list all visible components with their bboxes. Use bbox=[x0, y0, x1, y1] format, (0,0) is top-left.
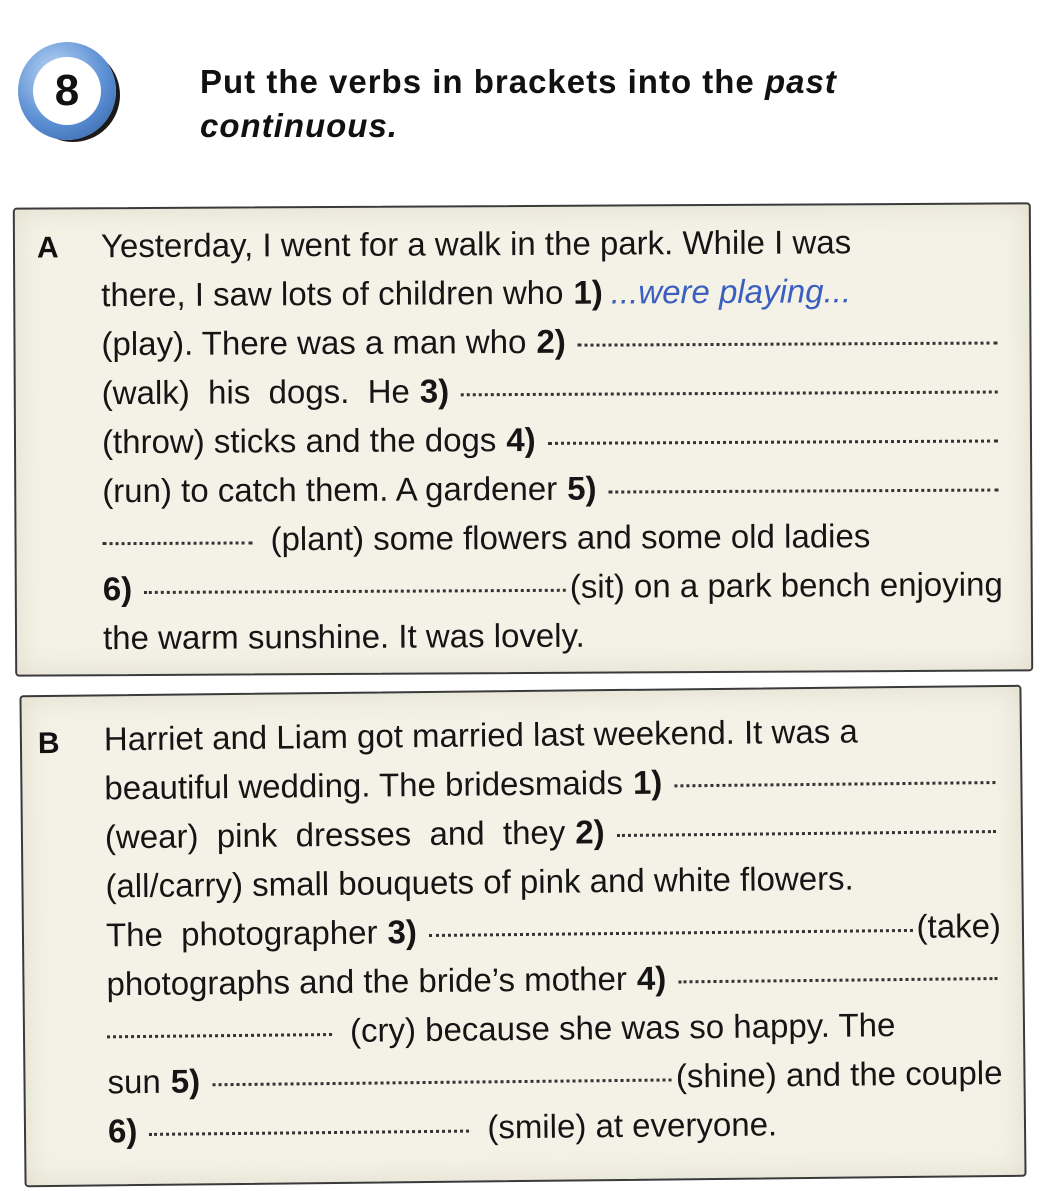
exercise-number-badge bbox=[18, 42, 116, 140]
text-line bbox=[108, 1097, 1003, 1155]
text-fragment: (throw) sticks and the dogs bbox=[101, 421, 497, 461]
text-line bbox=[101, 216, 1001, 270]
blank-number-4: 4) bbox=[506, 420, 536, 459]
exercise-instruction bbox=[200, 60, 1040, 148]
section-b-text bbox=[104, 705, 1004, 1155]
answer-blank-5-continued[interactable] bbox=[103, 541, 253, 545]
text-fragment: (plant) some flowers and some old ladies bbox=[270, 517, 871, 558]
answer-blank-2[interactable] bbox=[578, 342, 998, 347]
blank-number-1: 1) bbox=[573, 273, 603, 311]
text-line bbox=[101, 314, 1001, 368]
blank-number-3: 3) bbox=[387, 913, 418, 951]
text-fragment: The photographer bbox=[105, 913, 378, 954]
text-line bbox=[101, 265, 1001, 319]
text-line bbox=[102, 412, 1002, 466]
text-line bbox=[107, 1048, 1002, 1106]
blank-number-5: 5) bbox=[567, 469, 597, 507]
text-fragment: (shine) and the couple bbox=[675, 1053, 1003, 1095]
answer-blank-6[interactable] bbox=[144, 589, 566, 594]
section-a-letter: A bbox=[36, 231, 59, 265]
text-fragment: (run) to catch them. A gardener bbox=[102, 469, 558, 510]
section-b-letter: B bbox=[37, 726, 60, 761]
section-b-card bbox=[19, 685, 1026, 1187]
text-fragment: (wear) pink dresses and they bbox=[104, 813, 566, 856]
example-answer: ...were playing... bbox=[610, 272, 852, 311]
text-fragment: (smile) at everyone. bbox=[487, 1105, 778, 1146]
instruction-text: Put the verbs in brackets into the bbox=[200, 63, 765, 100]
answer-blank-2[interactable] bbox=[617, 830, 996, 837]
text-fragment: Harriet and Liam got married last weekend. It was a bbox=[103, 712, 858, 758]
answer-blank-1[interactable] bbox=[674, 781, 995, 787]
blank-number-2: 2) bbox=[575, 813, 605, 851]
exercise-number: 8 bbox=[33, 57, 101, 125]
answer-blank-3[interactable] bbox=[461, 391, 998, 397]
answer-blank-6[interactable] bbox=[149, 1130, 469, 1136]
text-fragment: the warm sunshine. It was lovely. bbox=[102, 616, 585, 657]
text-fragment: there, I saw lots of children who bbox=[101, 273, 564, 314]
answer-blank-4[interactable] bbox=[548, 440, 998, 445]
blank-number-3: 3) bbox=[419, 372, 450, 410]
text-line bbox=[103, 559, 1003, 613]
text-fragment: (cry) because she was so happy. The bbox=[349, 1006, 896, 1049]
text-line bbox=[102, 461, 1002, 515]
blank-number-6: 6) bbox=[107, 1112, 138, 1150]
instruction-italic-past: past bbox=[764, 63, 837, 100]
blank-number-6: 6) bbox=[102, 570, 133, 608]
answer-blank-4-continued[interactable] bbox=[107, 1033, 332, 1038]
section-a-card bbox=[13, 202, 1033, 676]
text-line bbox=[103, 608, 1003, 662]
blank-number-1: 1) bbox=[632, 763, 663, 801]
blank-number-4: 4) bbox=[636, 959, 667, 997]
text-fragment: (walk) his dogs. He bbox=[101, 372, 410, 412]
section-a-text bbox=[101, 216, 1003, 662]
instruction-italic-continuous: continuous. bbox=[200, 107, 398, 144]
blank-number-5: 5) bbox=[170, 1062, 201, 1100]
text-fragment: (sit) on a park bench enjoying bbox=[569, 565, 1003, 605]
text-fragment: (all/carry) small bouquets of pink and white flowers. bbox=[105, 859, 854, 905]
text-fragment: sun bbox=[107, 1062, 161, 1101]
text-fragment: Yesterday, I went for a walk in the park. While I was bbox=[100, 223, 852, 265]
answer-blank-4[interactable] bbox=[678, 977, 997, 983]
answer-blank-5[interactable] bbox=[212, 1078, 672, 1086]
text-line bbox=[102, 510, 1002, 564]
answer-blank-5[interactable] bbox=[609, 489, 999, 494]
blank-number-2: 2) bbox=[536, 322, 566, 360]
text-line bbox=[102, 363, 1002, 417]
text-fragment: photographs and the bride’s mother bbox=[106, 959, 628, 1003]
text-fragment: beautiful wedding. The bridesmaids bbox=[104, 763, 624, 807]
text-fragment: (take) bbox=[916, 906, 1002, 945]
answer-blank-3[interactable] bbox=[429, 929, 913, 937]
text-fragment: (play). There was a man who bbox=[101, 322, 527, 363]
